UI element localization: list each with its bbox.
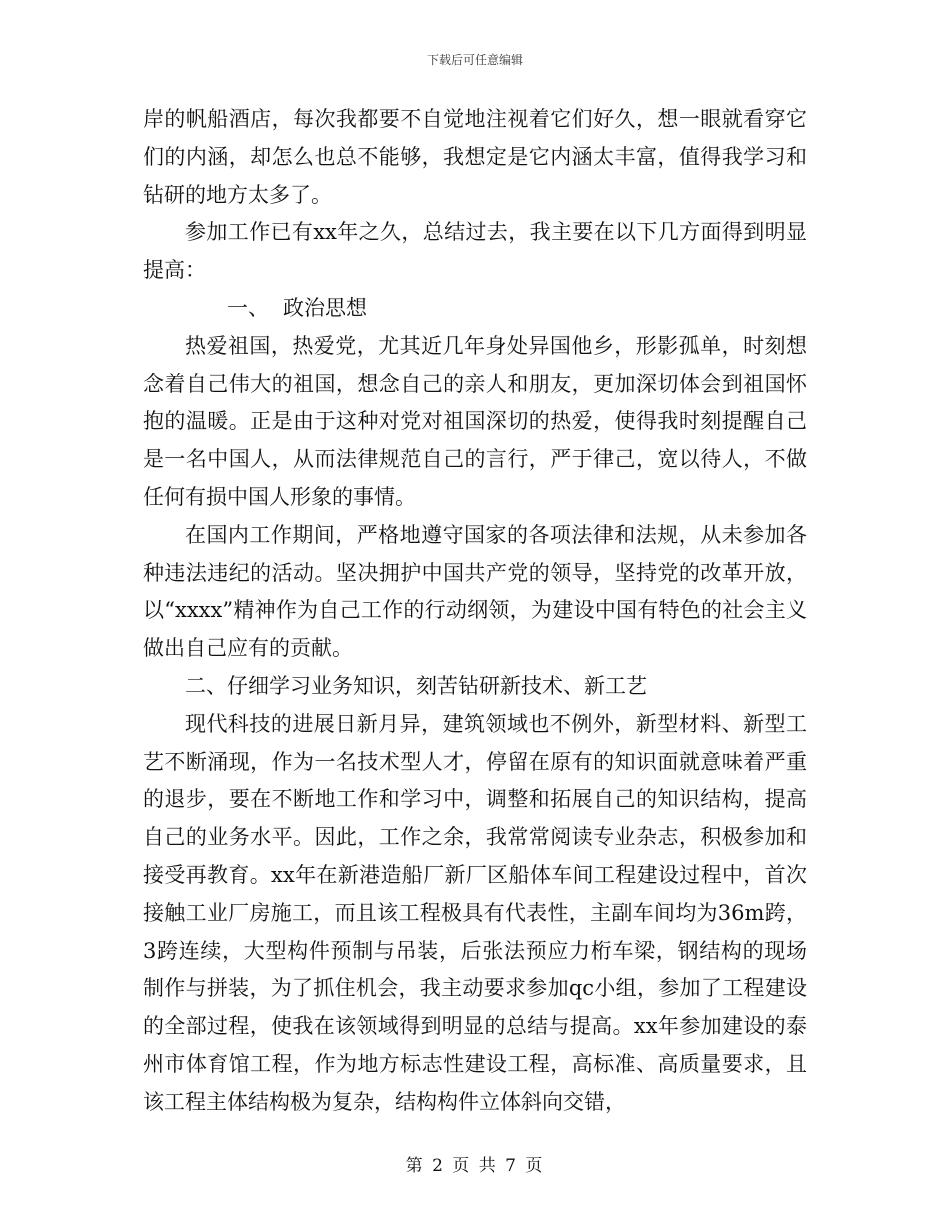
page-footer: 第 2 页 共 7 页	[405, 1156, 545, 1176]
paragraph-patriotism: 热爱祖国，热爱党，尤其近几年身处异国他乡，形影孤单，时刻想念着自己伟大的祖国，想念自己的亲人和朋友，更加深切体会到祖国怀抱的温暖。正是由于这种对党对祖国深切的热爱，使得我时刻提醒自己是一名中国人，从而法律规范自己的言行，严于律己，宽以待人，不做任何有损中国人形象的事情。	[143, 333, 807, 509]
paragraph-technology: 现代科技的进展日新月异，建筑领域也不例外，新型材料、新型工艺不断涌现，作为一名技术型人才，停留在原有的知识面就意味着严重的退步，要在不断地工作和学习中，调整和拓展自己的知识结构，提高自己的业务水平。因此，工作之余，我常常阅读专业杂志，积极参加和接受再教育。xx年在新港造船厂新厂区船体车间工程建设过程中，首次接触工业厂房施工，而且该工程极具有代表性，主副车间均为36m跨，3跨连续，大型构件预制与吊装，后张法预应力桁车梁，钢结构的现场制作与拼装，为了抓住机会，我主动要求参加qc小组，参加了工程建设的全部过程，使我在该领域得到明显的总结与提高。xx年参加建设的泰州市体育馆工程，作为地方标志性建设工程，高标准、高质量要求，且该工程主体结构极为复杂，结构构件立体斜向交错，	[143, 711, 807, 1114]
section-title: 政治思想	[283, 295, 367, 320]
document-body	[143, 101, 807, 1122]
paragraph-law-abiding: 在国内工作期间，严格地遵守国家的各项法律和法规，从未参加各种违法违纪的活动。坚决拥护中国共产党的领导，坚持党的改革开放，以“xxxx”精神作为自己工作的行动纲领，为建设中国有特色的社会主义做出自己应有的贡献。	[143, 522, 807, 661]
section-heading-study: 二、仔细学习业务知识，刻苦钻研新技术、新工艺	[185, 673, 647, 698]
section-number: 一、	[227, 295, 269, 320]
section-heading-politics	[143, 290, 807, 328]
page-header: 下载后可任意编辑	[426, 53, 523, 67]
paragraph-continued: 岸的帆船酒店，每次我都要不自觉地注视着它们好久，想一眼就看穿它们的内涵，却怎么也总不能够，我想定是它内涵太丰富，值得我学习和钻研的地方太多了。	[143, 107, 807, 207]
paragraph-intro: 参加工作已有xx年之久，总结过去，我主要在以下几方面得到明显提高：	[143, 220, 807, 283]
